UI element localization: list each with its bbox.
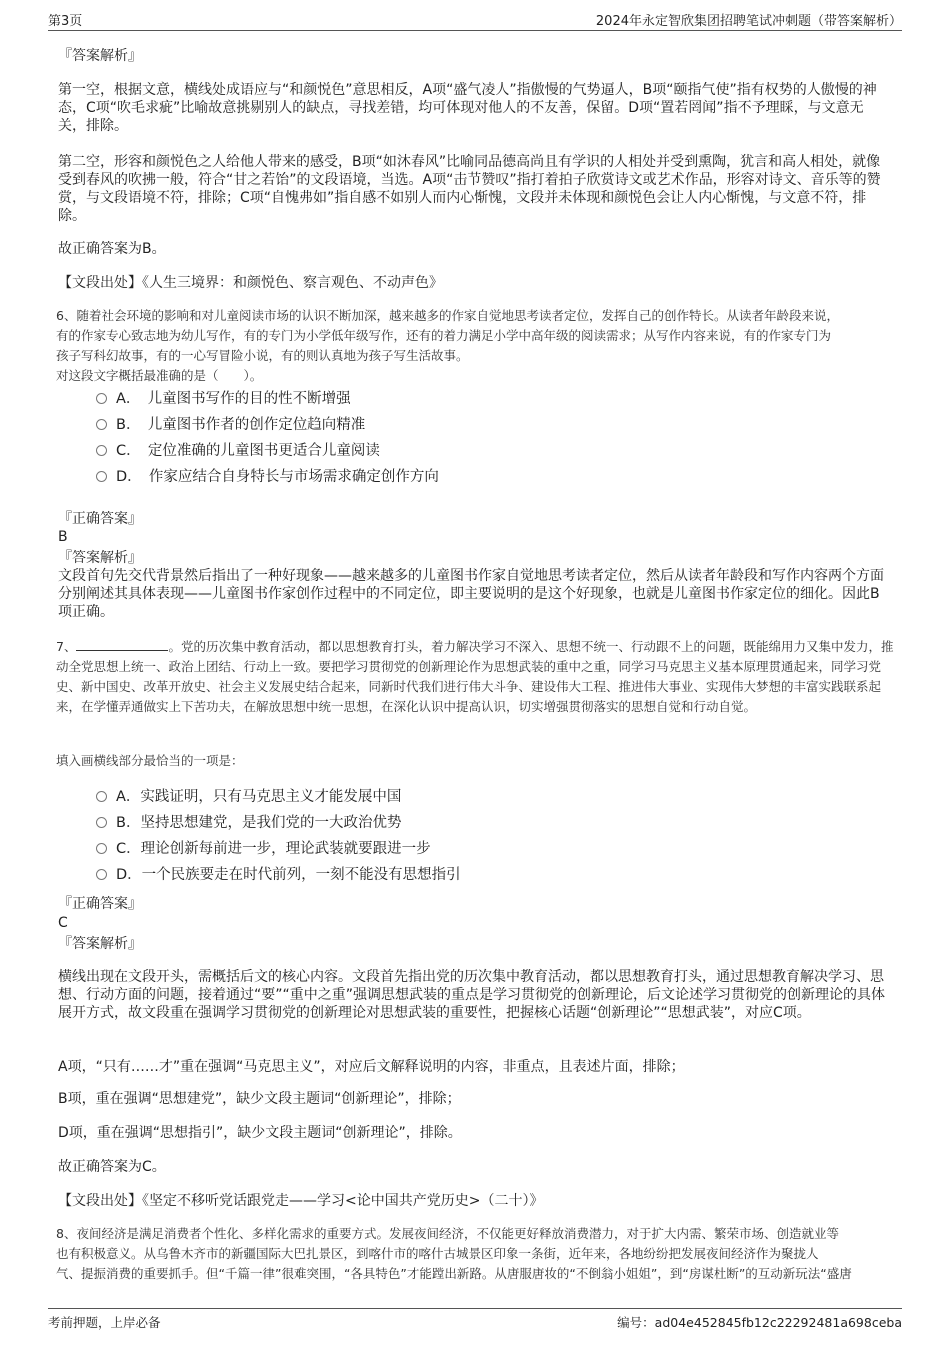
radio-icon[interactable]	[96, 419, 107, 430]
q6-option-d[interactable]	[96, 466, 439, 488]
q8-stem-line: 也有积极意义。从乌鲁木齐市的新疆国际大巴扎景区，到喀什市的喀什古城景区印象一条街，近年来，各地纷纷把发展夜间经济作为聚拢人	[56, 1246, 819, 1261]
page-header	[48, 6, 902, 31]
option-label: B． 儿童图书作者的创作定位趋向精准	[116, 417, 366, 433]
q7-source: 【文段出处】《坚定不移听党话跟党走——学习<论中国共产党历史>（二十）》	[58, 1193, 544, 1209]
option-label: C． 定位准确的儿童图书更适合儿童阅读	[116, 443, 380, 459]
fill-blank	[76, 637, 168, 651]
q8-stem-line: 8、夜间经济是满足消费者个性化、多样化需求的重要方式。发展夜间经济，不仅能更好释放消费潜力，对于扩大内需、繁荣市场、创造就业等	[56, 1226, 839, 1241]
document-id: 编号：ad04e452845fb12c22292481a698ceba	[617, 1315, 902, 1330]
q5-conclusion: 故正确答案为B。	[58, 241, 166, 257]
option-label: A． 儿童图书写作的目的性不断增强	[116, 391, 351, 407]
radio-icon[interactable]	[96, 843, 107, 854]
option-label: D． 作家应结合自身特长与市场需求确定创作方向	[116, 469, 439, 485]
q7-stem	[56, 637, 896, 717]
radio-icon[interactable]	[96, 869, 107, 880]
q7-number: 7、	[56, 639, 77, 654]
q7-exclude-a: A项，“只有……才”重在强调“马克思主义”，对应后文解释说明的内容，非重点，且表述片面，排除；	[58, 1059, 685, 1075]
q6-answer: B	[58, 529, 68, 545]
radio-icon[interactable]	[96, 791, 107, 802]
q6-option-b[interactable]	[96, 414, 365, 436]
q5-source: 【文段出处】《人生三境界：和颜悦色、察言观色、不动声色》	[58, 275, 443, 291]
q7-analysis: 横线出现在文段开头，需概括后文的核心内容。文段首先指出党的历次集中教育活动，都以思想教育打头，通过思想教育解决学习、思想、行动方面的问题，接着通过“要”“重中之重”强调思想武装的重点是学习贯彻党的创新理论，后文论述学习贯彻党的创新理论的具体展开方式，故文段重在强调学习贯彻党的创新理论对思想武装的重要性，把握核心话题“创新理论”“思想武装”，对应C项。	[58, 969, 886, 1021]
q7-exclude-d: D项，重在强调“思想指引”，缺少文段主题词“创新理论”，排除。	[58, 1125, 462, 1141]
q7-option-c[interactable]	[96, 838, 431, 860]
q7-answer: C	[58, 915, 68, 931]
q8-stem-line: 气、提振消费的重要抓手。但“千篇一律”很难突围，“各具特色”才能蹚出新路。从唐服唐妆的“不倒翁小姐姐”，到“房谋杜断”的互动新玩法“盛唐	[56, 1266, 852, 1281]
radio-icon[interactable]	[96, 471, 107, 482]
q5-analysis-label: 『答案解析』	[58, 48, 142, 64]
q6-analysis-label: 『答案解析』	[58, 550, 142, 566]
radio-icon[interactable]	[96, 445, 107, 456]
q7-answer-label: 『正确答案』	[58, 896, 142, 912]
q8-stem	[56, 1224, 896, 1284]
q6-stem-line: 孩子写科幻故事，有的一心写冒险小说，有的则认真地为孩子写生活故事。	[56, 348, 469, 363]
q6-stem-line: 有的作家专心致志地为幼儿写作，有的专门为小学低年级写作，还有的着力满足小学中高年级的阅读需求；从写作内容来说，有的作家专门为	[56, 328, 832, 343]
radio-icon[interactable]	[96, 393, 107, 404]
q6-answer-label: 『正确答案』	[58, 511, 142, 527]
q7-analysis-label: 『答案解析』	[58, 936, 142, 952]
q6-stem-line: 6、随着社会环境的影响和对儿童阅读市场的认识不断加深，越来越多的作家自觉地思考读者定位，发挥自己的创作特长。从读者年龄段来说，	[56, 308, 839, 323]
page-number: 第3页	[48, 14, 83, 29]
q5-analysis-para1: 第一空，根据文意，横线处成语应与“和颜悦色”意思相反，A项“盛气凌人”指傲慢的气势逼人，B项“颐指气使”指有权势的人傲慢的神态，C项“吹毛求疵”比喻故意挑剔别人的缺点，寻找差错，均可体现对他人的不友善，保留。D项“置若罔闻”指不予理睬，与文意无关，排除。	[58, 82, 877, 134]
option-label: B．坚持思想建党，是我们党的一大政治优势	[116, 815, 402, 831]
q7-exclude-b: B项，重在强调“思想建党”，缺少文段主题词“创新理论”，排除；	[58, 1091, 461, 1107]
radio-icon[interactable]	[96, 817, 107, 828]
q7-option-b[interactable]	[96, 812, 401, 834]
q6-question: 对这段文字概括最准确的是（ ）。	[56, 368, 263, 383]
q6-analysis: 文段首句先交代背景然后指出了一种好现象——越来越多的儿童图书作家自觉地思考读者定位，然后从读者年龄段和写作内容两个方面分别阐述其具体表现——儿童图书作家创作过程中的不同定位，即主要说明的是这个好现象，也就是儿童图书作家定位的细化。因此B项正确。	[58, 568, 884, 620]
q7-option-a[interactable]	[96, 786, 401, 808]
q7-option-d[interactable]	[96, 864, 461, 886]
q7-conclusion: 故正确答案为C。	[58, 1159, 166, 1175]
document-title: 2024年永定智欣集团招聘笔试冲刺题（带答案解析）	[595, 14, 902, 29]
q6-option-a[interactable]	[96, 388, 351, 410]
footer-slogan: 考前押题，上岸必备	[48, 1315, 161, 1330]
q7-stem-text: 。党的历次集中教育活动，都以思想教育打头，着力解决学习不深入、思想不统一、行动跟不上的问题，既能绵用力又集中发力，推动全党思想上统一、政治上团结、行动上一致。要把学习贯彻党的创新理论作为思想武装的重中之重，同学习马克思主义基本原理贯通起来，同学习党史、新中国史、改革开放史、社会主义发展史结合起来，同新时代我们进行伟大斗争、建设伟大工程、推进伟大事业、实现伟大梦想的丰富实践联系起来，在学懂弄通做实上下苦功夫，在解放思想中统一思想，在深化认识中提高认识，切实增强贯彻落实的思想自觉和行动自觉。	[56, 639, 894, 714]
q5-analysis-para2: 第二空，形容和颜悦色之人给他人带来的感受，B项“如沐春风”比喻同品德高尚且有学识的人相处并受到熏陶，犹言和高人相处，就像受到春风的吹拂一般，符合“甘之若饴”的文段语境，当选。A项“击节赞叹”指打着拍子欣赏诗文或艺术作品，形容对诗文、音乐等的赞赏，与文段语境不符，排除；C项“自愧弗如”指自感不如别人而内心惭愧，文段并未体现和颜悦色会让人内心惭愧，与文意不符，排除。	[58, 154, 881, 224]
option-label: D．一个民族要走在时代前列，一刻不能没有思想指引	[116, 867, 461, 883]
page-footer	[48, 1308, 902, 1331]
q7-question: 填入画横线部分最恰当的一项是：	[56, 753, 244, 768]
q6-stem	[56, 306, 896, 386]
option-label: C．理论创新每前进一步，理论武装就要跟进一步	[116, 841, 431, 857]
q6-option-c[interactable]	[96, 440, 380, 462]
option-label: A．实践证明，只有马克思主义才能发展中国	[116, 789, 402, 805]
